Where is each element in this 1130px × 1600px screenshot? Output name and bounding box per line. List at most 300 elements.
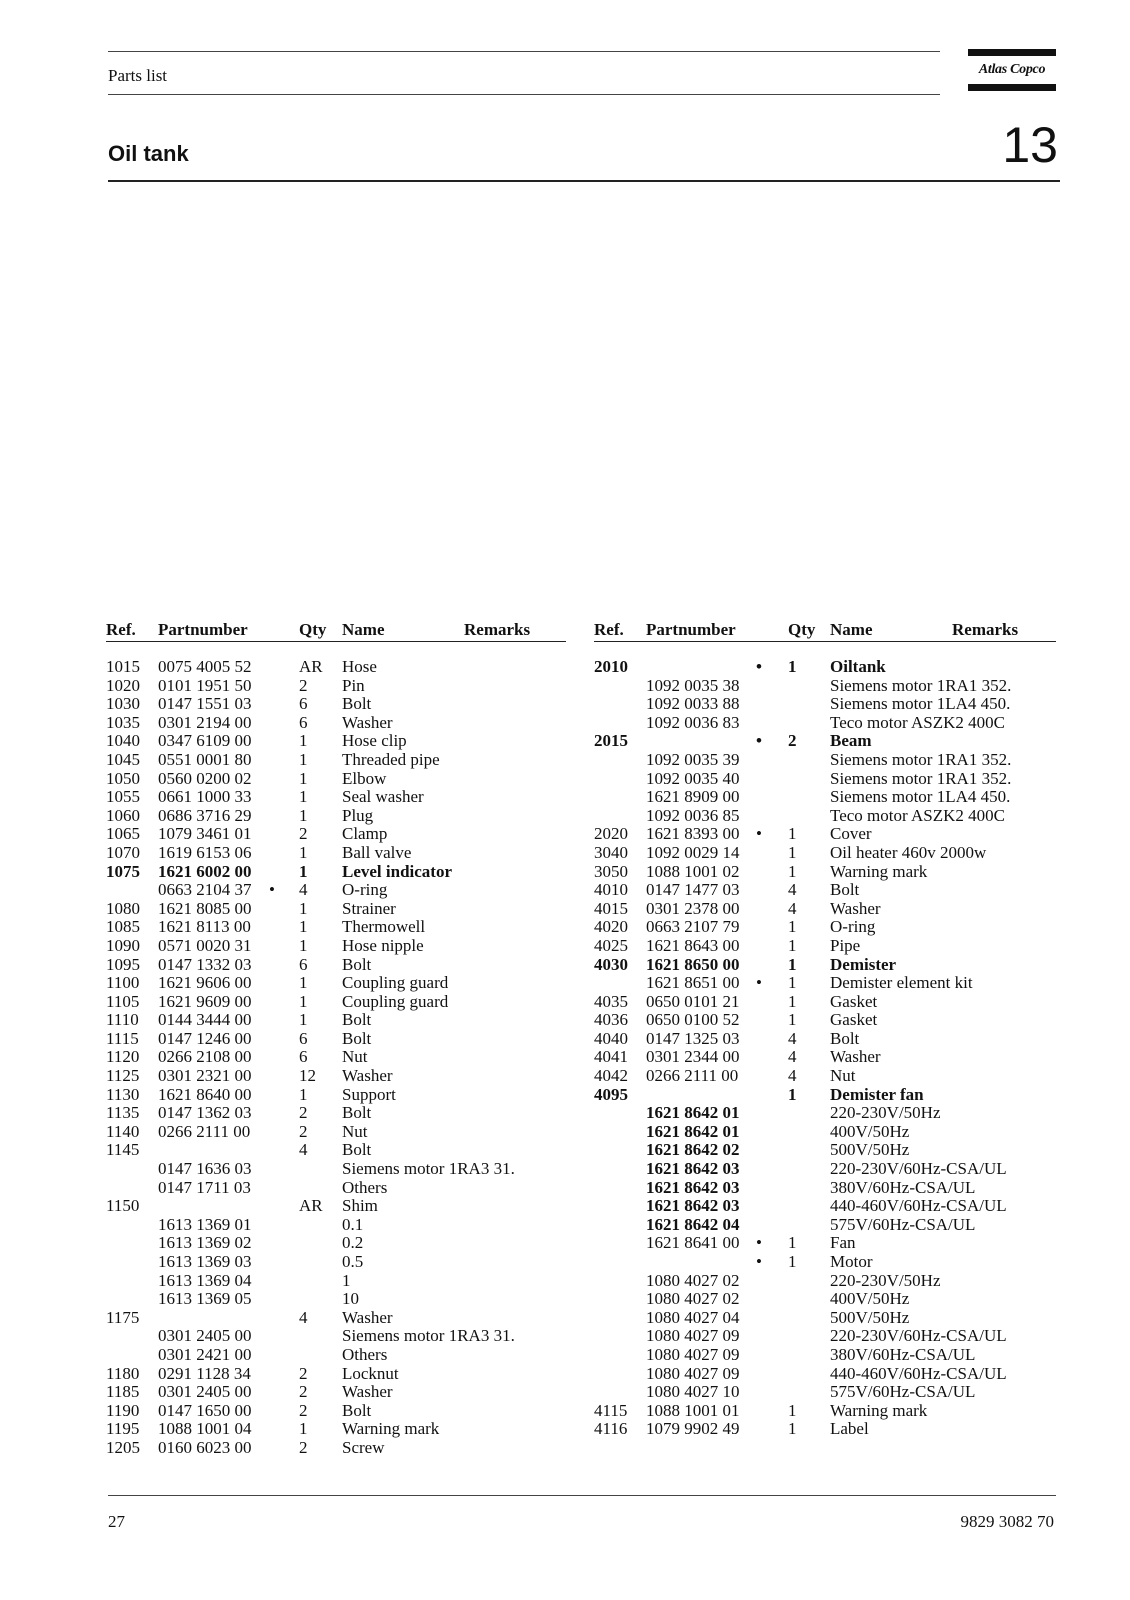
table-row [594,937,1056,956]
partnumber-cell: 0101 1951 50 [158,675,252,695]
col-name: Name [830,620,873,639]
partnumber-cell: 1621 8650 00 [646,954,740,974]
table-row [106,1234,566,1253]
name-cell: Clamp [342,824,388,844]
partnumber-cell: 1080 4027 04 [646,1307,740,1327]
page-title: Oil tank [108,141,189,166]
name-cell: Bolt [342,1028,372,1048]
ref-cell: 1135 [106,1103,140,1123]
partnumber-cell: 1621 8393 00 [646,824,740,844]
bullet-marker: • [269,880,275,900]
page-number: 27 [108,1512,125,1531]
name-cell: Motor [830,1252,873,1271]
name-cell: 440-460V/60Hz-CSA/UL [830,1196,1007,1216]
ref-cell: 1190 [106,1400,140,1420]
name-cell: 0.1 [342,1214,364,1234]
name-cell: Support [342,1084,396,1104]
partnumber-cell: 1092 0035 39 [646,749,740,769]
name-cell: Demister [830,954,897,974]
qty-cell: 4 [788,1028,797,1048]
table-row [106,1253,566,1272]
name-cell: Fan [830,1233,856,1253]
ref-cell: 1120 [106,1047,140,1067]
name-cell: O-ring [342,880,388,900]
name-cell: 220-230V/50Hz [830,1103,941,1123]
qty-cell: 4 [299,880,308,900]
table-row [106,1346,566,1365]
partnumber-cell: 1621 8640 00 [158,1084,252,1104]
partnumber-cell: 1621 9609 00 [158,991,252,1011]
table-row [594,825,1056,844]
table-row [594,863,1056,882]
ref-cell: 2020 [594,824,628,844]
table-row [594,1365,1056,1384]
partnumber-cell: 1092 0033 88 [646,694,740,714]
name-cell: Washer [830,1047,881,1067]
table-row [106,1067,566,1086]
name-cell: Gasket [830,991,878,1011]
name-cell: Bolt [342,1010,372,1030]
table-row [106,1383,566,1402]
table-row [106,714,566,733]
ref-cell: 1035 [106,712,140,732]
ref-cell: 1060 [106,805,140,825]
ref-cell: 4035 [594,991,628,1011]
name-cell: Washer [342,1066,393,1086]
partnumber-cell: 1621 8651 00 [646,973,740,993]
qty-cell: 6 [299,712,308,732]
table-body [594,658,1056,1439]
ref-cell: 1100 [106,973,140,993]
partnumber-cell: 0147 1551 03 [158,694,252,714]
header-bottom-rule [108,94,940,95]
table-row [594,807,1056,826]
partnumber-cell: 1613 1369 02 [158,1233,252,1253]
table-row [106,1011,566,1030]
ref-cell: 1130 [106,1084,140,1104]
partnumber-cell: 1079 9902 49 [646,1419,740,1439]
ref-cell: 1145 [106,1140,140,1160]
bullet-marker: • [756,731,762,751]
qty-cell: 4 [299,1307,308,1327]
ref-cell: 1050 [106,768,140,788]
partnumber-cell: 0650 0100 52 [646,1010,740,1030]
table-row [594,974,1056,993]
partnumber-cell: 0663 2107 79 [646,917,740,937]
table-row [594,1030,1056,1049]
partnumber-cell: 0301 2421 00 [158,1344,252,1364]
partnumber-cell: 1621 8642 03 [646,1177,740,1197]
partnumber-cell: 0144 3444 00 [158,1010,252,1030]
name-cell: Oiltank [830,657,886,676]
name-cell: Coupling guard [342,973,449,993]
partnumber-cell: 1613 1369 05 [158,1289,252,1309]
name-cell: Bolt [342,1400,372,1420]
partnumber-cell: 0160 6023 00 [158,1437,252,1457]
partnumber-cell: 0147 1650 00 [158,1400,252,1420]
ref-cell: 4041 [594,1047,628,1067]
name-cell: Demister element kit [830,973,973,993]
ref-cell: 1080 [106,898,140,918]
ref-cell: 1055 [106,787,140,807]
table-row [594,918,1056,937]
col-qty: Qty [788,620,816,639]
partnumber-cell: 1088 1001 01 [646,1400,740,1420]
name-cell: Bolt [830,1028,860,1048]
ref-cell: 1205 [106,1437,140,1457]
name-cell: Warning mark [830,861,928,881]
table-row [106,900,566,919]
ref-cell: 1090 [106,935,140,955]
partnumber-cell: 1621 8642 03 [646,1159,740,1179]
table-row [594,1309,1056,1328]
partnumber-cell: 1080 4027 02 [646,1270,740,1290]
table-row [106,1327,566,1346]
table-row [106,1048,566,1067]
qty-cell: 2 [299,1400,308,1420]
bullet-marker: • [756,1252,762,1271]
qty-cell: 1 [299,991,308,1011]
table-row [106,1290,566,1309]
name-cell: 220-230V/50Hz [830,1270,941,1290]
header-top-rule [108,51,940,52]
table-row [106,732,566,751]
ref-cell: 1095 [106,954,140,974]
name-cell: Oil heater 460v 2000w [830,842,987,862]
qty-cell: 1 [788,824,797,844]
table-row [106,1272,566,1291]
ref-cell: 1065 [106,824,140,844]
qty-cell: 1 [299,842,308,862]
document-number: 9829 3082 70 [960,1512,1054,1531]
ref-cell: 1070 [106,842,140,862]
col-ref: Ref. [106,620,136,639]
name-cell: Locknut [342,1363,399,1383]
ref-cell: 1015 [106,657,140,676]
ref-cell: 1115 [106,1028,139,1048]
qty-cell: 4 [788,880,797,900]
name-cell: Ball valve [342,842,412,862]
ref-cell: 4042 [594,1066,628,1086]
partnumber-cell: 1621 8643 00 [646,935,740,955]
name-cell: Hose [342,657,377,676]
name-cell: Bolt [342,1140,372,1160]
partnumber-cell: 1613 1369 04 [158,1270,252,1290]
table-row [106,1123,566,1142]
qty-cell: 1 [788,861,797,881]
name-cell: Siemens motor 1LA4 450. [830,694,1011,714]
name-cell: Siemens motor 1RA3 31. [342,1159,515,1179]
name-cell: Shim [342,1196,378,1216]
qty-cell: 2 [299,1121,308,1141]
partnumber-cell: 1092 0036 85 [646,805,740,825]
table-row [594,956,1056,975]
partnumber-cell: 0663 2104 37 [158,880,252,900]
qty-cell: 6 [299,1047,308,1067]
name-cell: Elbow [342,768,387,788]
partnumber-cell: 0560 0200 02 [158,768,252,788]
col-partnumber: Partnumber [158,620,248,639]
qty-cell: 1 [788,1252,797,1271]
qty-cell: 1 [788,1400,797,1420]
table-row [594,881,1056,900]
table-row [594,1383,1056,1402]
name-cell: 500V/50Hz [830,1140,910,1160]
name-cell: Warning mark [342,1419,440,1439]
table-row [594,1141,1056,1160]
table-row [106,844,566,863]
table-row [106,770,566,789]
name-cell: Nut [342,1047,368,1067]
qty-cell: 1 [788,991,797,1011]
table-row [594,1327,1056,1346]
table-row [106,825,566,844]
logo-bottom-bar [968,84,1056,91]
partnumber-cell: 0147 1325 03 [646,1028,740,1048]
partnumber-cell: 1621 8085 00 [158,898,252,918]
qty-cell: 2 [299,1382,308,1402]
partnumber-cell: 1079 3461 01 [158,824,252,844]
qty-cell: 2 [299,824,308,844]
name-cell: Siemens motor 1RA1 352. [830,749,1012,769]
name-cell: Nut [830,1066,856,1086]
table-row [594,677,1056,696]
qty-cell: 1 [788,935,797,955]
name-cell: Seal washer [342,787,424,807]
table-row [106,1216,566,1235]
partnumber-cell: 0147 1636 03 [158,1159,252,1179]
table-row [594,1048,1056,1067]
qty-cell: 1 [299,1010,308,1030]
table-row [594,1067,1056,1086]
table-row [106,1309,566,1328]
name-cell: Pin [342,675,365,695]
partnumber-cell: 0147 1362 03 [158,1103,252,1123]
qty-cell: 1 [788,1233,797,1253]
ref-cell: 1105 [106,991,140,1011]
qty-cell: 1 [299,861,308,881]
ref-cell: 1185 [106,1382,140,1402]
table-row [106,807,566,826]
name-cell: Label [830,1419,869,1439]
qty-cell: 1 [299,768,308,788]
qty-cell: 1 [788,1010,797,1030]
table-row [594,695,1056,714]
qty-cell: 4 [788,898,797,918]
partnumber-cell: 0301 2405 00 [158,1326,252,1346]
name-cell: Washer [342,712,393,732]
table-row [594,1402,1056,1421]
partnumber-cell: 1619 6153 06 [158,842,252,862]
qty-cell: 1 [788,1419,797,1439]
table-row [594,1346,1056,1365]
name-cell: 220-230V/60Hz-CSA/UL [830,1159,1007,1179]
table-row [594,1234,1056,1253]
chapter-number: 13 [1002,117,1058,173]
name-cell: Gasket [830,1010,878,1030]
ref-cell: 1140 [106,1121,140,1141]
table-header [106,620,566,642]
qty-cell: 4 [299,1140,308,1160]
table-row [594,1216,1056,1235]
brand-logo [968,49,1056,91]
ref-cell: 1045 [106,749,140,769]
ref-cell: 4116 [594,1419,628,1439]
ref-cell: 1030 [106,694,140,714]
partnumber-cell: 1080 4027 02 [646,1289,740,1309]
ref-cell: 1150 [106,1196,140,1216]
name-cell: 575V/60Hz-CSA/UL [830,1382,976,1402]
table-row [106,1104,566,1123]
title-rule [108,180,1060,182]
ref-cell: 4036 [594,1010,628,1030]
partnumber-cell: 1621 8642 03 [646,1196,740,1216]
partnumber-cell: 1621 8642 02 [646,1140,740,1160]
partnumber-cell: 0266 2108 00 [158,1047,252,1067]
name-cell: 440-460V/60Hz-CSA/UL [830,1363,1007,1383]
partnumber-cell: 1621 8113 00 [158,917,251,937]
name-cell: 380V/60Hz-CSA/UL [830,1177,976,1197]
table-row [106,658,566,677]
col-name: Name [342,620,385,639]
table-row [106,1086,566,1105]
qty-cell: 1 [788,657,797,676]
name-cell: Screw [342,1437,385,1457]
ref-cell: 1040 [106,731,140,751]
name-cell: Beam [830,731,872,751]
qty-cell: 6 [299,694,308,714]
table-row [106,677,566,696]
table-row [594,1290,1056,1309]
table-row [106,937,566,956]
bullet-marker: • [756,973,762,993]
name-cell: 0.2 [342,1233,364,1253]
qty-cell: AR [299,657,323,676]
ref-cell: 4015 [594,898,628,918]
partnumber-cell: 0661 1000 33 [158,787,252,807]
table-row [594,1104,1056,1123]
partnumber-cell: 1092 0035 38 [646,675,740,695]
bullet-marker: • [756,1233,762,1253]
table-row [106,1160,566,1179]
partnumber-cell: 0347 6109 00 [158,731,252,751]
name-cell: Bolt [342,1103,372,1123]
table-row [594,1179,1056,1198]
table-row [106,1420,566,1439]
qty-cell: 2 [299,675,308,695]
qty-cell: 1 [788,842,797,862]
qty-cell: 1 [299,1084,308,1104]
table-row [594,714,1056,733]
partnumber-cell: 0301 2194 00 [158,712,252,732]
name-cell: Siemens motor 1RA1 352. [830,768,1012,788]
partnumber-cell: 0551 0001 80 [158,749,252,769]
name-cell: 400V/50Hz [830,1121,910,1141]
table-row [594,658,1056,677]
col-remarks: Remarks [952,620,1019,639]
table-row [594,1160,1056,1179]
table-row [106,1141,566,1160]
table-body [106,658,566,1458]
name-cell: Nut [342,1121,368,1141]
qty-cell: 6 [299,1028,308,1048]
qty-cell: 1 [299,805,308,825]
table-row [106,881,566,900]
partnumber-cell: 1621 8642 04 [646,1214,740,1234]
name-cell: 500V/50Hz [830,1307,910,1327]
table-row [594,844,1056,863]
table-row [106,1365,566,1384]
ref-cell: 3040 [594,842,628,862]
table-row [106,695,566,714]
col-qty: Qty [299,620,327,639]
qty-cell: 2 [299,1363,308,1383]
table-row [594,732,1056,751]
partnumber-cell: 0075 4005 52 [158,657,252,676]
table-row [594,770,1056,789]
qty-cell: 1 [299,935,308,955]
qty-cell: 1 [299,1419,308,1439]
table-row [106,1197,566,1216]
partnumber-cell: 0147 1332 03 [158,954,252,974]
table-row [106,918,566,937]
qty-cell: 4 [788,1066,797,1086]
qty-cell: 4 [788,1047,797,1067]
qty-cell: 1 [788,954,797,974]
name-cell: Bolt [342,954,372,974]
qty-cell: 2 [299,1437,308,1457]
partnumber-cell: 1080 4027 09 [646,1344,740,1364]
partnumber-cell: 1621 9606 00 [158,973,252,993]
ref-cell: 1085 [106,917,140,937]
table-row [106,863,566,882]
name-cell: Siemens motor 1LA4 450. [830,787,1011,807]
name-cell: Warning mark [830,1400,928,1420]
ref-cell: 4010 [594,880,628,900]
ref-cell: 2015 [594,731,628,751]
name-cell: Teco motor ASZK2 400C [830,712,1005,732]
partnumber-cell: 0147 1477 03 [646,880,740,900]
name-cell: Bolt [830,880,860,900]
ref-cell: 4115 [594,1400,628,1420]
name-cell: Coupling guard [342,991,449,1011]
name-cell: Bolt [342,694,372,714]
partnumber-cell: 1621 8641 00 [646,1233,740,1253]
qty-cell: 2 [788,731,797,751]
qty-cell: 2 [299,1103,308,1123]
partnumber-cell: 0650 0101 21 [646,991,740,1011]
table-row [594,1197,1056,1216]
partnumber-cell: 0571 0020 31 [158,935,252,955]
col-partnumber: Partnumber [646,620,736,639]
qty-cell: 6 [299,954,308,974]
qty-cell: 1 [299,898,308,918]
qty-cell: 1 [299,731,308,751]
name-cell: 0.5 [342,1252,364,1271]
logo-text: Atlas Copco [978,62,1046,77]
partnumber-cell: 0266 2111 00 [646,1066,739,1086]
name-cell: Threaded pipe [342,749,440,769]
ref-cell: 2010 [594,657,628,676]
name-cell: Hose clip [342,731,407,751]
table-row [594,1086,1056,1105]
name-cell: Siemens motor 1RA3 31. [342,1326,515,1346]
parts-table-right [594,620,1056,1439]
ref-cell: 4095 [594,1084,628,1104]
name-cell: O-ring [830,917,876,937]
partnumber-cell: 0301 2321 00 [158,1066,252,1086]
qty-cell: 1 [788,917,797,937]
